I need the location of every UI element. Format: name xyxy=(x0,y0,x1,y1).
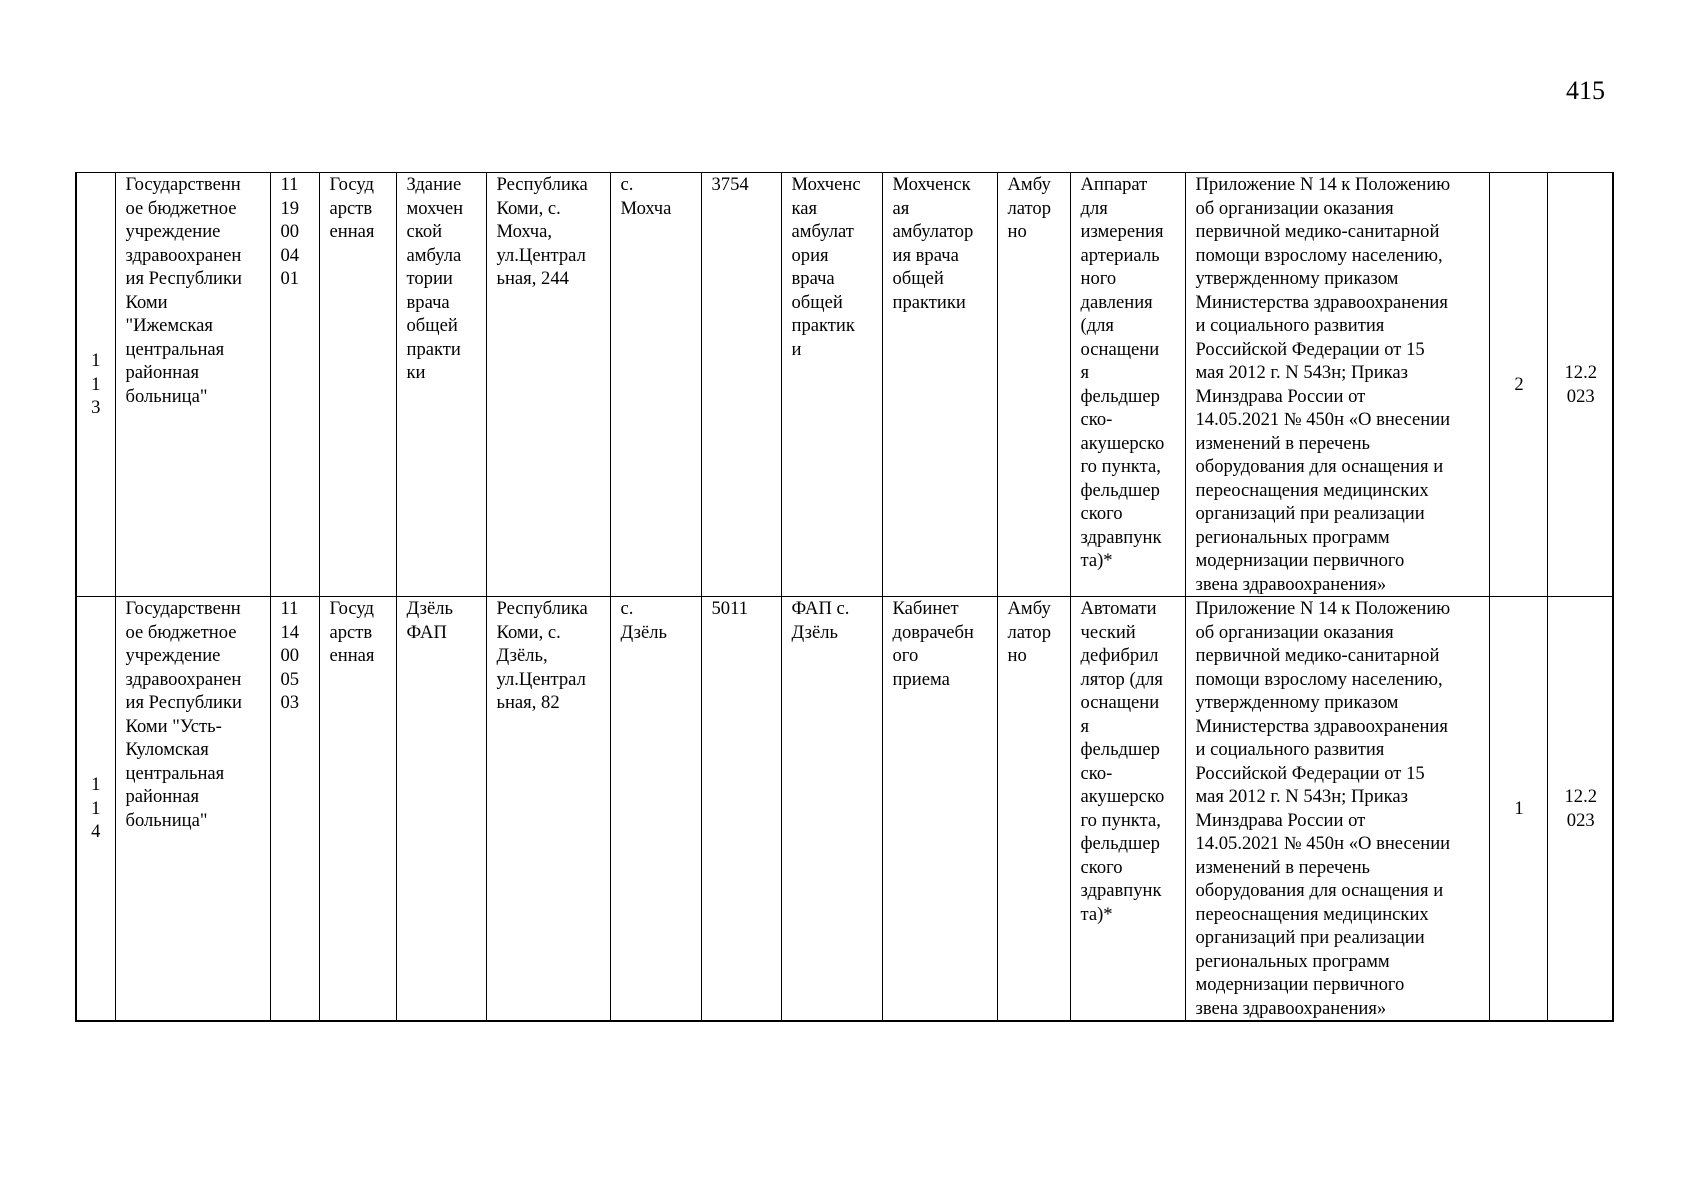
code-cell: 11 19 00 04 01 xyxy=(270,173,319,597)
unit-cell: ФАП с. Дзёль xyxy=(781,597,882,1022)
page-number: 415 xyxy=(1566,76,1605,105)
population-cell: 5011 xyxy=(701,597,781,1022)
row-number-cell: 1 1 3 xyxy=(76,173,115,597)
ownership-cell: Госуд арств енная xyxy=(319,173,396,597)
room-cell: Кабинет доврачебн ого приема xyxy=(882,597,997,1022)
quantity-cell: 2 xyxy=(1489,173,1547,597)
building-cell: Дзёль ФАП xyxy=(396,597,486,1022)
settlement-cell: с. Мохча xyxy=(610,173,701,597)
quantity-cell: 1 xyxy=(1489,597,1547,1022)
care-type-cell: Амбу латор но xyxy=(997,597,1070,1022)
equipment-registry-table xyxy=(75,172,1614,1022)
settlement-cell: с. Дзёль xyxy=(610,597,701,1022)
address-cell: Республика Коми, с. Мохча, ул.Централ ьная, 244 xyxy=(486,173,610,597)
table-row xyxy=(76,597,1613,1022)
legal-basis-cell: Приложение N 14 к Положению об организации оказания первичной медико-санитарной помощи взрослому населению, утвержденному приказом Министерства здравоохранения и социального развития Российской Федерации от 15 мая 2012 г. N 543н; Приказ Минздрава России от 14.05.2021 № 450н «О внесении изменений в перечень оборудования для оснащения и переоснащения медицинских организаций при реализации региональных программ модернизации первичного звена здравоохранения» xyxy=(1185,597,1489,1022)
date-cell: 12.2 023 xyxy=(1547,173,1613,597)
organization-cell: Государственн ое бюджетное учреждение здравоохранен ия Республики Коми "Ижемская центральная районная больница" xyxy=(115,173,270,597)
code-cell: 11 14 00 05 03 xyxy=(270,597,319,1022)
legal-basis-cell: Приложение N 14 к Положению об организации оказания первичной медико-санитарной помощи взрослому населению, утвержденному приказом Министерства здравоохранения и социального развития Российской Федерации от 15 мая 2012 г. N 543н; Приказ Минздрава России от 14.05.2021 № 450н «О внесении изменений в перечень оборудования для оснащения и переоснащения медицинских организаций при реализации региональных программ модернизации первичного звена здравоохранения» xyxy=(1185,173,1489,597)
equipment-cell: Аппарат для измерения артериаль ного давления (для оснащени я фельдшер ско- акушерско го пункта, фельдшер ского здравпунк та)* xyxy=(1070,173,1185,597)
organization-cell: Государственн ое бюджетное учреждение здравоохранен ия Республики Коми "Усть- Куломская центральная районная больница" xyxy=(115,597,270,1022)
care-type-cell: Амбу латор но xyxy=(997,173,1070,597)
equipment-cell: Автомати ческий дефибрил лятор (для оснащени я фельдшер ско- акушерско го пункта, фельдшер ского здравпунк та)* xyxy=(1070,597,1185,1022)
unit-cell: Мохченс кая амбулат ория врача общей практик и xyxy=(781,173,882,597)
room-cell: Мохченск ая амбулатор ия врача общей практики xyxy=(882,173,997,597)
ownership-cell: Госуд арств енная xyxy=(319,597,396,1022)
date-cell: 12.2 023 xyxy=(1547,597,1613,1022)
table-row xyxy=(76,173,1613,597)
address-cell: Республика Коми, с. Дзёль, ул.Централ ьная, 82 xyxy=(486,597,610,1022)
population-cell: 3754 xyxy=(701,173,781,597)
building-cell: Здание мохчен ской амбула тории врача общей практи ки xyxy=(396,173,486,597)
row-number-cell: 1 1 4 xyxy=(76,597,115,1022)
